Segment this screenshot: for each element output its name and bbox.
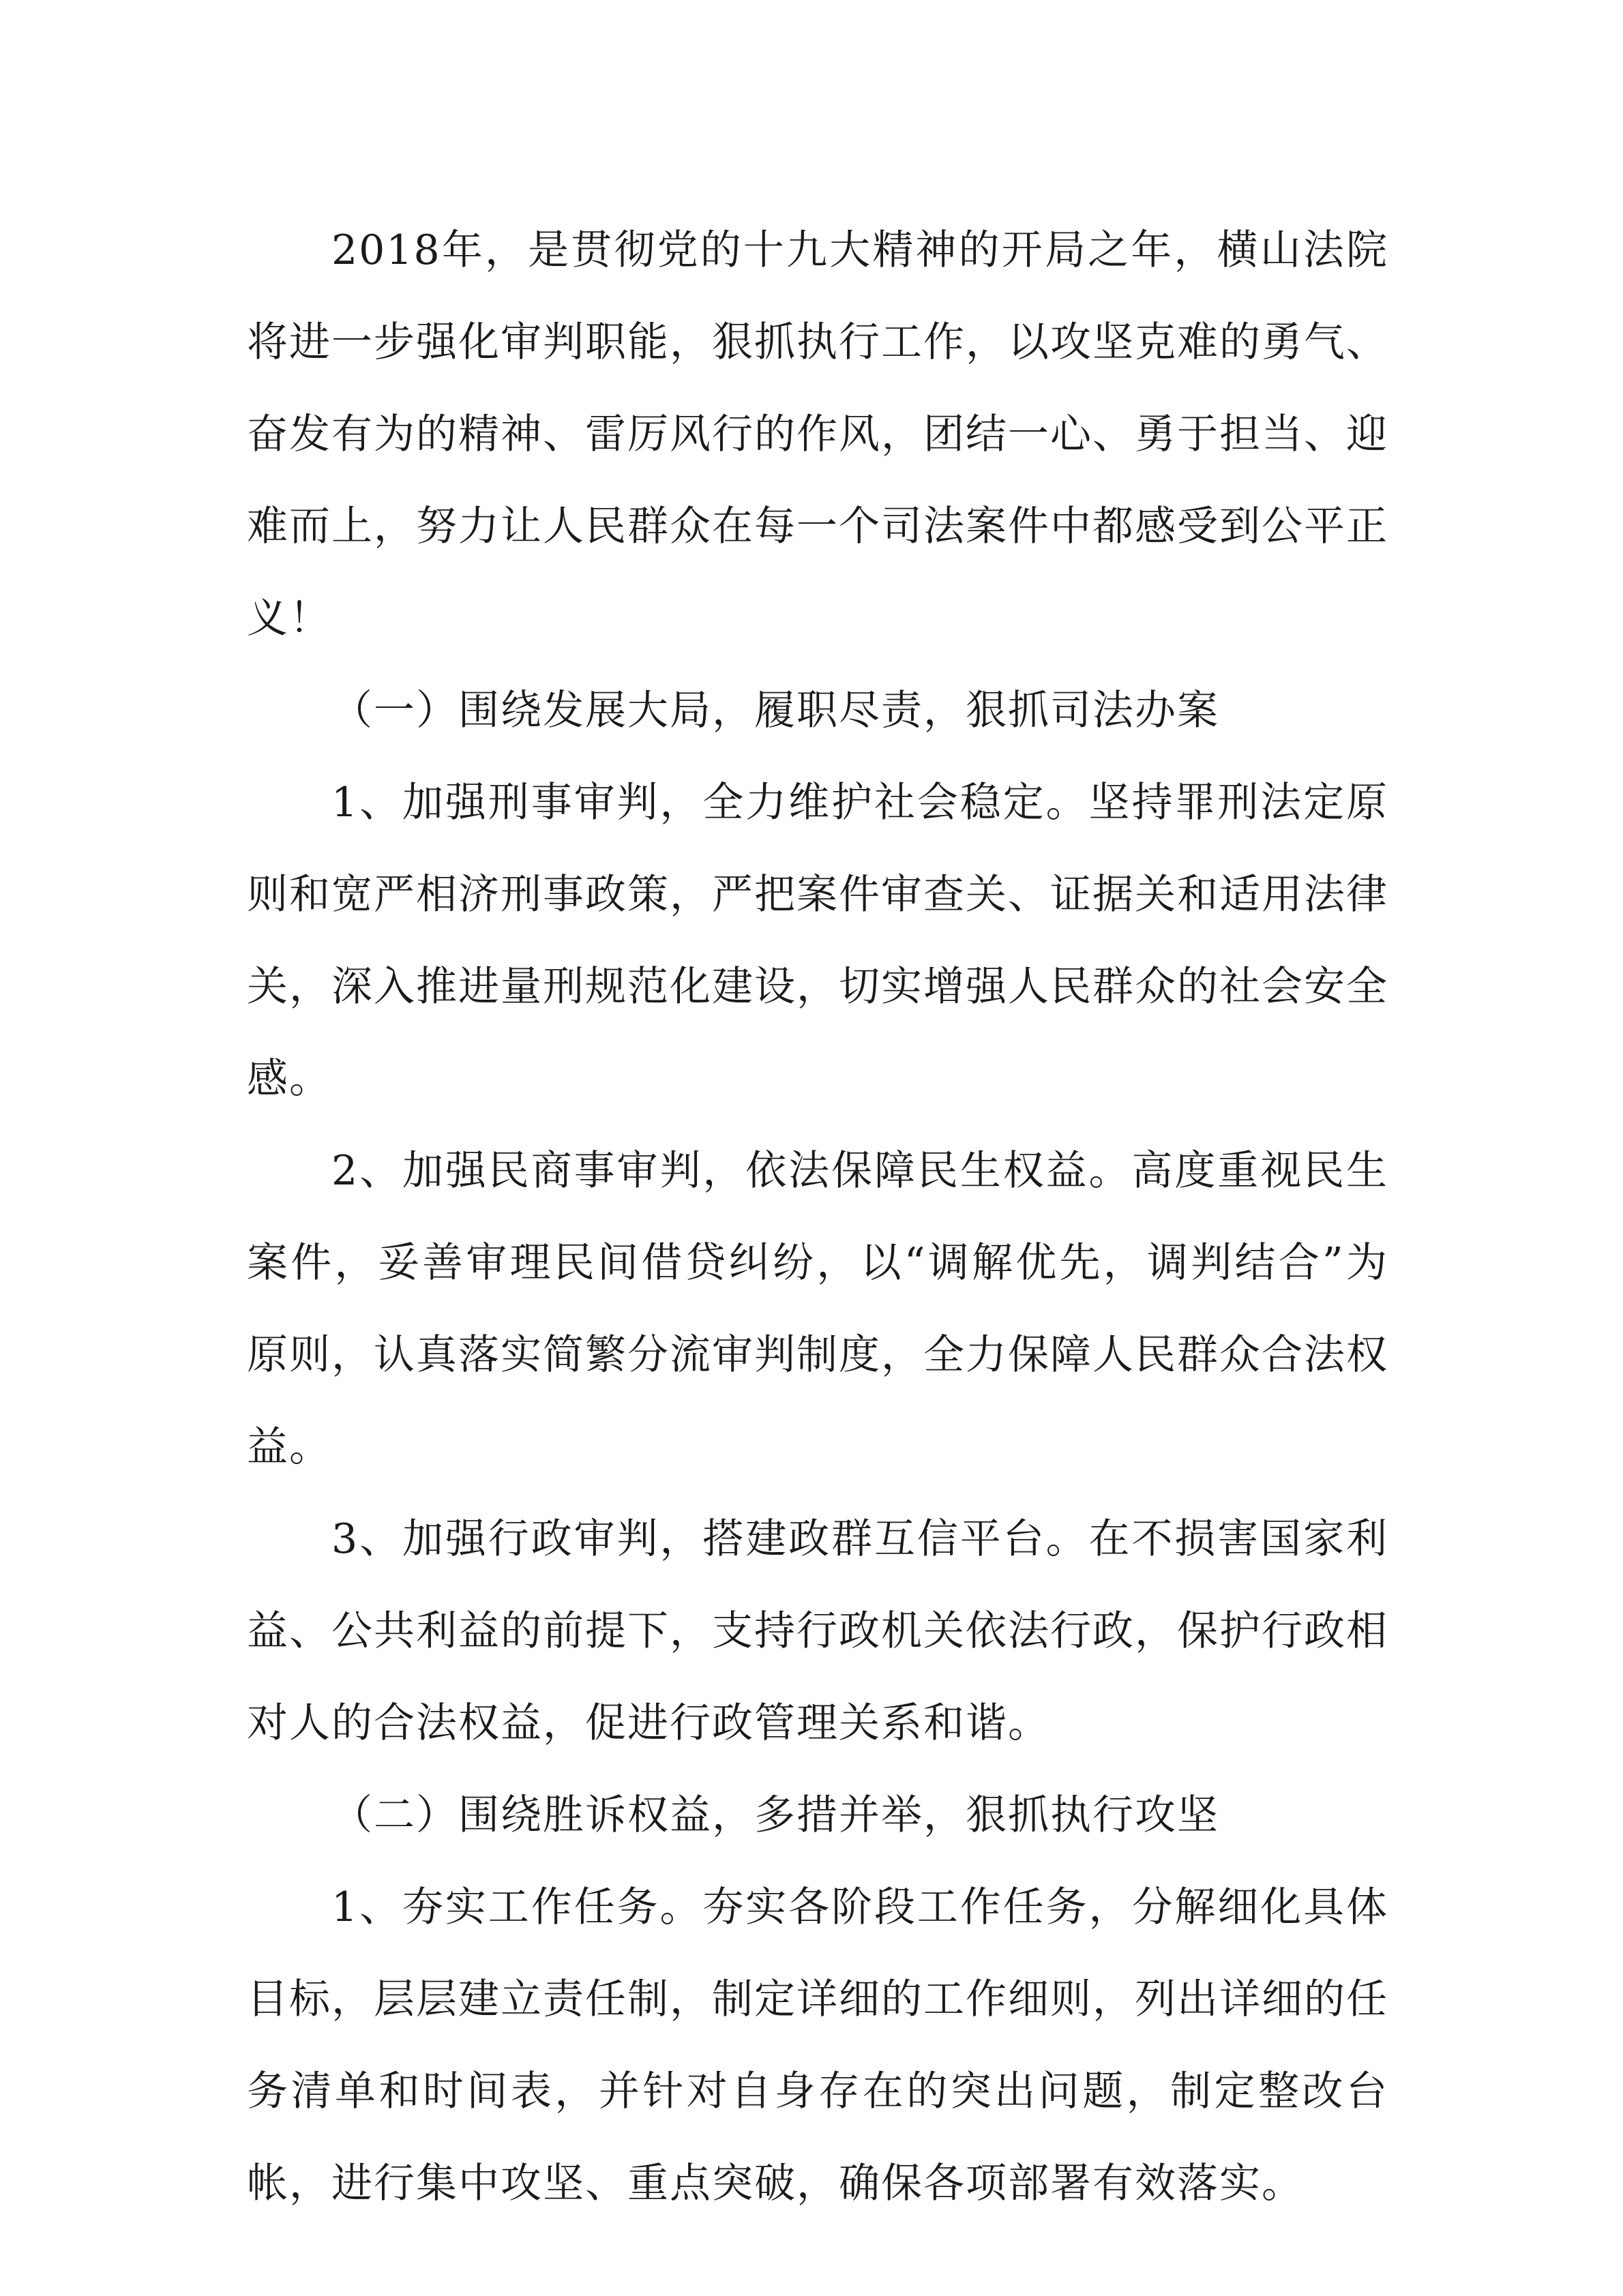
section-1-heading: （一）围绕发展大局，履职尽责，狠抓司法办案 [331, 687, 1219, 734]
section-2-item-1: 1、夯实工作任务。夯实各阶段工作任务，分解细化具体目标，层层建立责任制，制定详细的工作细则，列出详细的任务清单和时间表，并针对自身存在的突出问题，制定整改台帐，进行集中攻坚、重点突破，确保各项部署有效落实。 [247, 1883, 1388, 2207]
section-2-heading: （二）围绕胜诉权益，多措并举，狠抓执行攻坚 [331, 1791, 1219, 1839]
section-1-item-1: 1、加强刑事审判，全力维护社会稳定。坚持罪刑法定原则和宽严相济刑事政策，严把案件审查关、证据关和适用法律关，深入推进量刑规范化建设，切实增强人民群众的社会安全感。 [247, 779, 1388, 1103]
document-page [247, 205, 1388, 2230]
intro-paragraph: 2018年，是贯彻党的十九大精神的开局之年，横山法院将进一步强化审判职能，狠抓执行工作，以攻坚克难的勇气、奋发有为的精神、雷厉风行的作风，团结一心、勇于担当、迎难而上，努力让人民群众在每一个司法案件中都感受到公平正义！ [247, 226, 1388, 642]
section-1-item-3: 3、加强行政审判，搭建政群互信平台。在不损害国家利益、公共利益的前提下，支持行政机关依法行政，保护行政相对人的合法权益，促进行政管理关系和谐。 [247, 1515, 1388, 1747]
section-1-item-2: 2、加强民商事审判，依法保障民生权益。高度重视民生案件，妥善审理民间借贷纠纷，以“调解优先，调判结合”为原则，认真落实简繁分流审判制度，全力保障人民群众合法权益。 [247, 1147, 1388, 1471]
